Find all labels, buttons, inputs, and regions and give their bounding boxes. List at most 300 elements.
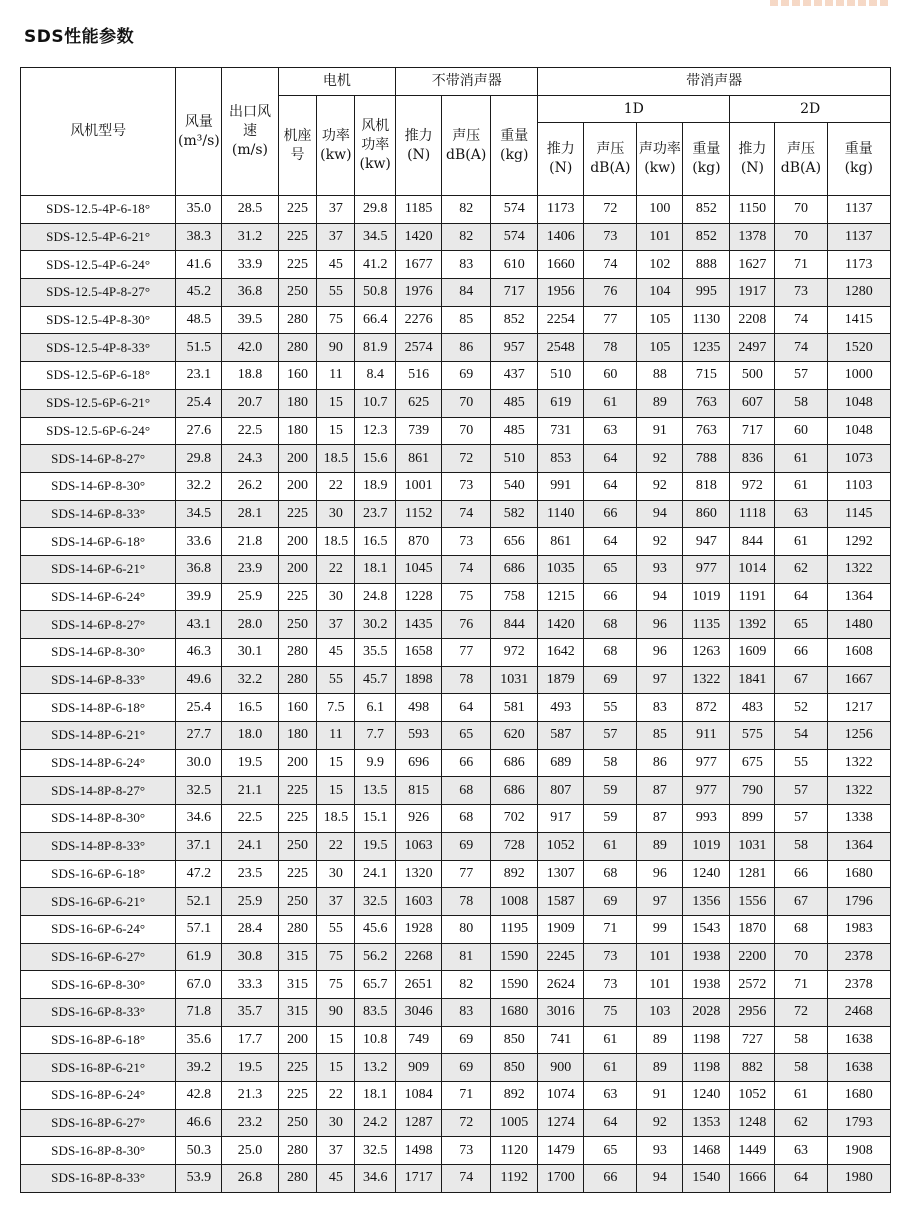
table-cell: 1700: [538, 1165, 584, 1193]
header-power: [317, 96, 355, 196]
table-cell: 3046: [396, 998, 442, 1026]
table-cell: 37: [317, 1137, 355, 1165]
table-cell: 58: [775, 389, 827, 417]
table-cell: 1870: [730, 915, 775, 943]
table-cell: 1001: [396, 472, 442, 500]
table-cell: 33.6: [176, 528, 222, 556]
table-cell: 58: [775, 1054, 827, 1082]
table-cell: 101: [637, 223, 683, 251]
table-cell: 75: [317, 971, 355, 999]
table-cell: 59: [584, 777, 637, 805]
table-cell: 900: [538, 1054, 584, 1082]
table-cell: 57: [775, 777, 827, 805]
table-cell: 78: [442, 666, 491, 694]
table-cell: 1191: [730, 583, 775, 611]
table-cell: 21.3: [222, 1082, 278, 1110]
table-row: [21, 611, 891, 639]
table-cell: 67: [775, 666, 827, 694]
table-cell: 81.9: [355, 334, 396, 362]
table-cell: 11: [317, 722, 355, 750]
table-cell: 582: [491, 500, 538, 528]
table-row: [21, 1026, 891, 1054]
table-cell: 1793: [827, 1109, 890, 1137]
table-row: [21, 417, 891, 445]
header-thrust-1d-text: 推力 (N): [546, 141, 575, 176]
header-sound-0-text: 声压 dB(A): [446, 127, 487, 163]
table-cell: 540: [491, 472, 538, 500]
table-cell: 101: [637, 971, 683, 999]
table-cell: 10.8: [355, 1026, 396, 1054]
table-cell: 1666: [730, 1165, 775, 1193]
table-cell: 1019: [683, 583, 730, 611]
table-cell: 1035: [538, 555, 584, 583]
table-cell: 1240: [683, 860, 730, 888]
table-cell: 105: [637, 306, 683, 334]
table-cell: 23.5: [222, 860, 278, 888]
table-cell: 686: [491, 749, 538, 777]
table-cell: 66: [584, 1165, 637, 1193]
table-cell: 1322: [827, 777, 890, 805]
table-cell: 35.6: [176, 1026, 222, 1054]
table-cell: 46.6: [176, 1109, 222, 1137]
cell-model: SDS-14-8P-8-33°: [21, 832, 176, 860]
table-cell: 65: [584, 555, 637, 583]
table-cell: 69: [584, 666, 637, 694]
header-thrust-0-text: 推力 (N): [404, 127, 433, 163]
table-cell: 250: [278, 611, 317, 639]
table-cell: 280: [278, 1137, 317, 1165]
table-cell: 1540: [683, 1165, 730, 1193]
corner-watermark: [770, 0, 890, 6]
table-cell: 1322: [683, 666, 730, 694]
table-cell: 1005: [491, 1109, 538, 1137]
cell-model: SDS-16-6P-6-24°: [21, 915, 176, 943]
table-cell: 22: [317, 832, 355, 860]
table-cell: 225: [278, 860, 317, 888]
table-cell: 250: [278, 1109, 317, 1137]
table-row: [21, 334, 891, 362]
table-cell: 61: [584, 1026, 637, 1054]
table-cell: 200: [278, 445, 317, 473]
table-cell: 850: [491, 1054, 538, 1082]
table-cell: 1048: [827, 389, 890, 417]
table-cell: 19.5: [222, 749, 278, 777]
table-cell: 225: [278, 500, 317, 528]
table-cell: 30.8: [222, 943, 278, 971]
table-cell: 72: [442, 445, 491, 473]
table-cell: 71.8: [176, 998, 222, 1026]
table-cell: 1938: [683, 971, 730, 999]
table-cell: 2572: [730, 971, 775, 999]
table-cell: 63: [584, 1082, 637, 1110]
table-cell: 2548: [538, 334, 584, 362]
header-thrust-2d: [730, 123, 775, 196]
table-cell: 18.5: [317, 445, 355, 473]
table-cell: 32.5: [355, 1137, 396, 1165]
table-cell: 64: [584, 1109, 637, 1137]
table-cell: 69: [442, 1054, 491, 1082]
table-cell: 8.4: [355, 362, 396, 390]
table-cell: 892: [491, 1082, 538, 1110]
table-cell: 1217: [827, 694, 890, 722]
table-cell: 92: [637, 472, 683, 500]
table-cell: 18.0: [222, 722, 278, 750]
table-cell: 67: [775, 888, 827, 916]
table-cell: 861: [396, 445, 442, 473]
table-cell: 22.5: [222, 805, 278, 833]
header-sound-1d-text: 声压 dB(A): [590, 141, 631, 176]
cell-model: SDS-16-8P-8-33°: [21, 1165, 176, 1193]
table-cell: 250: [278, 832, 317, 860]
table-cell: 18.5: [317, 528, 355, 556]
table-cell: 65: [442, 722, 491, 750]
table-body: [21, 196, 891, 1193]
header-thrust-2d-text: 推力 (N): [738, 141, 767, 176]
table-cell: 1898: [396, 666, 442, 694]
table-row: [21, 998, 891, 1026]
table-cell: 65.7: [355, 971, 396, 999]
header-fan-power-text: 风机功率 (kw): [359, 118, 391, 172]
table-cell: 1378: [730, 223, 775, 251]
cell-model: SDS-14-6P-8-33°: [21, 500, 176, 528]
table-cell: 25.4: [176, 694, 222, 722]
table-cell: 315: [278, 943, 317, 971]
table-cell: 57.1: [176, 915, 222, 943]
table-cell: 790: [730, 777, 775, 805]
table-cell: 1052: [730, 1082, 775, 1110]
table-cell: 7.5: [317, 694, 355, 722]
table-cell: 1415: [827, 306, 890, 334]
table-cell: 11: [317, 362, 355, 390]
page-title: SDS性能参数: [24, 27, 135, 47]
table-row: [21, 1109, 891, 1137]
table-cell: 60: [775, 417, 827, 445]
table-cell: 2468: [827, 998, 890, 1026]
table-cell: 911: [683, 722, 730, 750]
table-cell: 1680: [827, 860, 890, 888]
table-cell: 30: [317, 500, 355, 528]
table-cell: 68: [442, 777, 491, 805]
table-cell: 1103: [827, 472, 890, 500]
header-with-silencer: 带消声器: [538, 68, 891, 96]
table-row: [21, 666, 891, 694]
table-cell: 2245: [538, 943, 584, 971]
header-sound-2d-text: 声压 dB(A): [780, 141, 822, 176]
table-cell: 94: [637, 500, 683, 528]
table-cell: 2497: [730, 334, 775, 362]
table-cell: 89: [637, 1026, 683, 1054]
table-cell: 1590: [491, 971, 538, 999]
table-cell: 2651: [396, 971, 442, 999]
table-cell: 12.3: [355, 417, 396, 445]
table-cell: 32.5: [176, 777, 222, 805]
header-thrust-0: [396, 96, 442, 196]
table-cell: 7.7: [355, 722, 396, 750]
table-cell: 84: [442, 279, 491, 307]
table-cell: 1520: [827, 334, 890, 362]
table-cell: 28.4: [222, 915, 278, 943]
table-cell: 18.9: [355, 472, 396, 500]
table-cell: 1980: [827, 1165, 890, 1193]
table-cell: 66.4: [355, 306, 396, 334]
table-cell: 87: [637, 805, 683, 833]
table-cell: 717: [491, 279, 538, 307]
table-cell: 66: [584, 583, 637, 611]
table-cell: 1609: [730, 639, 775, 667]
table-cell: 102: [637, 251, 683, 279]
table-cell: 1796: [827, 888, 890, 916]
table-cell: 73: [442, 472, 491, 500]
table-row: [21, 722, 891, 750]
table-cell: 89: [637, 1054, 683, 1082]
table-cell: 1680: [491, 998, 538, 1026]
table-cell: 83: [442, 251, 491, 279]
cell-model: SDS-14-8P-8-30°: [21, 805, 176, 833]
table-cell: 58: [775, 832, 827, 860]
table-cell: 92: [637, 1109, 683, 1137]
table-cell: 991: [538, 472, 584, 500]
table-cell: 78: [584, 334, 637, 362]
table-cell: 1590: [491, 943, 538, 971]
table-cell: 83.5: [355, 998, 396, 1026]
table-cell: 280: [278, 639, 317, 667]
table-cell: 55: [317, 279, 355, 307]
table-cell: 54: [775, 722, 827, 750]
table-row: [21, 528, 891, 556]
table-cell: 1118: [730, 500, 775, 528]
table-cell: 45: [317, 639, 355, 667]
table-cell: 33.3: [222, 971, 278, 999]
table-row: [21, 500, 891, 528]
table-cell: 1677: [396, 251, 442, 279]
table-row: [21, 555, 891, 583]
table-cell: 86: [442, 334, 491, 362]
table-cell: 1150: [730, 196, 775, 224]
table-cell: 45.6: [355, 915, 396, 943]
table-cell: 689: [538, 749, 584, 777]
table-cell: 25.9: [222, 888, 278, 916]
table-cell: 972: [491, 639, 538, 667]
table-cell: 1338: [827, 805, 890, 833]
table-cell: 818: [683, 472, 730, 500]
table-cell: 844: [730, 528, 775, 556]
table-cell: 30.0: [176, 749, 222, 777]
table-cell: 15: [317, 417, 355, 445]
table-row: [21, 583, 891, 611]
table-cell: 42.0: [222, 334, 278, 362]
table-cell: 1587: [538, 888, 584, 916]
cell-model: SDS-12.5-6P-6-24°: [21, 417, 176, 445]
performance-table: [20, 67, 891, 1193]
table-cell: 686: [491, 777, 538, 805]
table-cell: 83: [637, 694, 683, 722]
header-base: 机座号: [278, 96, 317, 196]
table-cell: 853: [538, 445, 584, 473]
table-cell: 24.1: [222, 832, 278, 860]
table-cell: 55: [317, 666, 355, 694]
table-cell: 1322: [827, 555, 890, 583]
header-sound-power-text: 声功率 (kw): [638, 141, 681, 176]
table-cell: 2200: [730, 943, 775, 971]
table-cell: 28.0: [222, 611, 278, 639]
table-cell: 68: [584, 611, 637, 639]
table-cell: 180: [278, 389, 317, 417]
table-row: [21, 389, 891, 417]
table-cell: 1983: [827, 915, 890, 943]
table-cell: 1192: [491, 1165, 538, 1193]
header-sound-1d: [584, 123, 637, 196]
table-cell: 34.5: [355, 223, 396, 251]
table-cell: 58: [775, 1026, 827, 1054]
table-cell: 68: [775, 915, 827, 943]
table-cell: 46.3: [176, 639, 222, 667]
table-cell: 882: [730, 1054, 775, 1082]
cell-model: SDS-16-6P-8-33°: [21, 998, 176, 1026]
table-cell: 21.8: [222, 528, 278, 556]
table-cell: 2208: [730, 306, 775, 334]
table-cell: 728: [491, 832, 538, 860]
table-cell: 1406: [538, 223, 584, 251]
cell-model: SDS-14-6P-6-21°: [21, 555, 176, 583]
table-cell: 581: [491, 694, 538, 722]
table-cell: 17.7: [222, 1026, 278, 1054]
table-cell: 22: [317, 555, 355, 583]
header-flow-text: 风量 (m³/s): [178, 113, 220, 149]
table-cell: 610: [491, 251, 538, 279]
table-cell: 15: [317, 1026, 355, 1054]
header-flow: [176, 68, 222, 196]
table-cell: 1256: [827, 722, 890, 750]
table-cell: 1198: [683, 1054, 730, 1082]
table-cell: 1281: [730, 860, 775, 888]
cell-model: SDS-16-8P-6-21°: [21, 1054, 176, 1082]
table-cell: 758: [491, 583, 538, 611]
table-cell: 1137: [827, 196, 890, 224]
cell-model: SDS-16-8P-6-24°: [21, 1082, 176, 1110]
table-cell: 61: [775, 445, 827, 473]
table-cell: 10.7: [355, 389, 396, 417]
table-cell: 200: [278, 472, 317, 500]
table-cell: 72: [584, 196, 637, 224]
table-cell: 22: [317, 1082, 355, 1110]
table-cell: 225: [278, 196, 317, 224]
cell-model: SDS-14-6P-8-27°: [21, 611, 176, 639]
table-cell: 26.8: [222, 1165, 278, 1193]
table-cell: 1052: [538, 832, 584, 860]
table-cell: 90: [317, 334, 355, 362]
cell-model: SDS-14-6P-8-30°: [21, 472, 176, 500]
table-cell: 85: [637, 722, 683, 750]
cell-model: SDS-12.5-6P-6-18°: [21, 362, 176, 390]
table-cell: 16.5: [222, 694, 278, 722]
header-outlet-speed: [222, 68, 278, 196]
table-cell: 1938: [683, 943, 730, 971]
table-cell: 35.5: [355, 639, 396, 667]
table-cell: 31.2: [222, 223, 278, 251]
table-cell: 83: [442, 998, 491, 1026]
table-cell: 1195: [491, 915, 538, 943]
table-cell: 64: [442, 694, 491, 722]
table-cell: 57: [775, 362, 827, 390]
table-cell: 1627: [730, 251, 775, 279]
table-cell: 1063: [396, 832, 442, 860]
table-cell: 749: [396, 1026, 442, 1054]
table-row: [21, 279, 891, 307]
table-cell: 200: [278, 1026, 317, 1054]
table-cell: 1879: [538, 666, 584, 694]
table-cell: 574: [491, 196, 538, 224]
table-cell: 45: [317, 251, 355, 279]
table-cell: 97: [637, 666, 683, 694]
table-cell: 25.0: [222, 1137, 278, 1165]
table-row: [21, 1165, 891, 1193]
cell-model: SDS-12.5-4P-6-21°: [21, 223, 176, 251]
table-cell: 38.3: [176, 223, 222, 251]
table-cell: 22.5: [222, 417, 278, 445]
table-cell: 80: [442, 915, 491, 943]
table-cell: 32.5: [355, 888, 396, 916]
table-cell: 1364: [827, 832, 890, 860]
table-cell: 64: [584, 472, 637, 500]
table-cell: 86: [637, 749, 683, 777]
table-cell: 92: [637, 528, 683, 556]
table-cell: 27.6: [176, 417, 222, 445]
table-cell: 1145: [827, 500, 890, 528]
header-thrust-1d: [538, 123, 584, 196]
table-cell: 619: [538, 389, 584, 417]
table-cell: 1048: [827, 417, 890, 445]
table-cell: 250: [278, 888, 317, 916]
table-cell: 225: [278, 251, 317, 279]
table-cell: 30: [317, 583, 355, 611]
cell-model: SDS-14-8P-8-27°: [21, 777, 176, 805]
table-cell: 493: [538, 694, 584, 722]
table-cell: 815: [396, 777, 442, 805]
table-cell: 91: [637, 1082, 683, 1110]
table-cell: 2276: [396, 306, 442, 334]
table-cell: 1364: [827, 583, 890, 611]
table-cell: 72: [442, 1109, 491, 1137]
table-cell: 516: [396, 362, 442, 390]
table-cell: 593: [396, 722, 442, 750]
table-cell: 29.8: [176, 445, 222, 473]
cell-model: SDS-12.5-4P-6-24°: [21, 251, 176, 279]
table-cell: 2028: [683, 998, 730, 1026]
table-cell: 39.5: [222, 306, 278, 334]
table-cell: 972: [730, 472, 775, 500]
cell-model: SDS-16-8P-8-30°: [21, 1137, 176, 1165]
table-cell: 1140: [538, 500, 584, 528]
header-model: 风机型号: [21, 68, 176, 196]
cell-model: SDS-14-8P-6-18°: [21, 694, 176, 722]
table-cell: 61: [584, 389, 637, 417]
table-cell: 34.6: [176, 805, 222, 833]
table-cell: 1280: [827, 279, 890, 307]
table-cell: 50.8: [355, 279, 396, 307]
table-cell: 35.0: [176, 196, 222, 224]
table-cell: 1008: [491, 888, 538, 916]
table-cell: 1717: [396, 1165, 442, 1193]
table-cell: 1307: [538, 860, 584, 888]
table-cell: 1449: [730, 1137, 775, 1165]
table-cell: 1420: [538, 611, 584, 639]
table-cell: 89: [637, 832, 683, 860]
table-cell: 510: [491, 445, 538, 473]
table-cell: 1353: [683, 1109, 730, 1137]
table-cell: 870: [396, 528, 442, 556]
table-cell: 25.4: [176, 389, 222, 417]
table-cell: 41.2: [355, 251, 396, 279]
